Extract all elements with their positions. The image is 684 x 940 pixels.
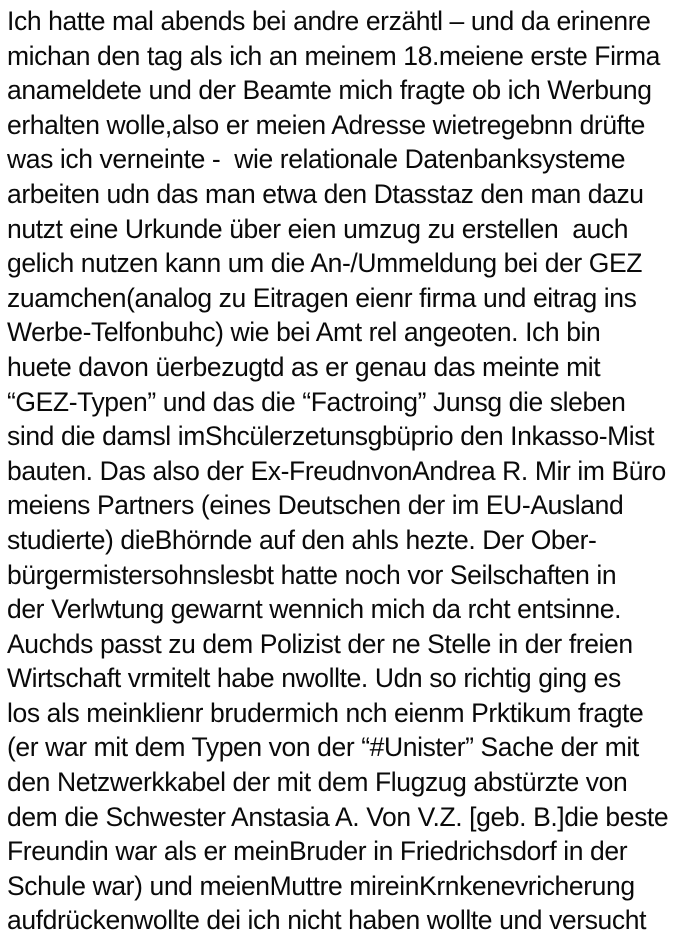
text-line: Auchds passt zu dem Polizist der ne Stelle in der freien bbox=[7, 628, 633, 659]
text-line: Schule war) und meienMuttre mireinKrnkenevricherung bbox=[7, 870, 635, 901]
text-line: los als meinklienr brudermich nch eienm Prktikum fragte bbox=[7, 697, 644, 728]
text-line: Freundin war als er meinBruder in Friedrichsdorf in der bbox=[7, 836, 628, 867]
text-line: arbeiten udn das man etwa den Dtasstaz den man dazu bbox=[7, 178, 644, 209]
text-line: aufdrückenwollte dei ich nicht haben wollte und versucht bbox=[7, 905, 647, 936]
text-line: meiens Partners (eines Deutschen der im EU-Ausland bbox=[7, 490, 624, 521]
text-line: gelich nutzen kann um die An-/Ummeldung bei der GEZ bbox=[7, 248, 643, 279]
text-line: Werbe-Telfonbuhc) wie bei Amt rel angeoten. Ich bin bbox=[7, 317, 601, 348]
text-line: erhalten wolle,also er meien Adresse wietregebnn drüfte bbox=[7, 109, 645, 140]
text-line: sind die damsl imShcülerzetunsgbüprio den Inkasso-Mist bbox=[7, 421, 655, 452]
text-line: dem die Schwester Anstasia A. Von V.Z. [geb. B.]die beste bbox=[7, 801, 669, 832]
text-line: den Netzwerkkabel der mit dem Flugzug abstürzte von bbox=[7, 767, 628, 798]
text-line: huete davon üerbezugtd as er genau das meinte mit bbox=[7, 351, 601, 382]
text-line: studierte) dieBhörnde auf den ahls hezte. Der Ober- bbox=[7, 524, 597, 555]
text-line: Wirtschaft vrmitelt habe nwollte. Udn so richtig ging es bbox=[7, 663, 621, 694]
text-line: anameldete und der Beamte mich fragte ob ich Werbung bbox=[7, 75, 652, 106]
text-line: der Verlwtung gewarnt wennich mich da rcht entsinne. bbox=[7, 594, 622, 625]
text-line: zuamchen(analog zu Eitragen eienr firma und eitrag ins bbox=[7, 282, 637, 313]
text-line: was ich verneinte - wie relationale Datenbanksysteme bbox=[7, 144, 626, 175]
text-line: “GEZ-Typen” und das die “Factroing” Junsg die sleben bbox=[7, 386, 626, 417]
text-line: nutzt eine Urkunde über eien umzug zu erstellen auch bbox=[7, 213, 629, 244]
text-line: bürgermistersohnslesbt hatte noch vor Seilschaften in bbox=[7, 559, 617, 590]
text-line: (er war mit dem Typen von der “#Unister” Sache der mit bbox=[7, 732, 639, 763]
text-line: Ich hatte mal abends bei andre erzähtl – und da erinenre bbox=[7, 6, 651, 36]
text-line: bauten. Das also der Ex-FreudnvonAndrea R. Mir im Büro bbox=[7, 455, 666, 486]
text-line: michan den tag als ich an meinem 18.meiene erste Firma bbox=[7, 40, 660, 71]
